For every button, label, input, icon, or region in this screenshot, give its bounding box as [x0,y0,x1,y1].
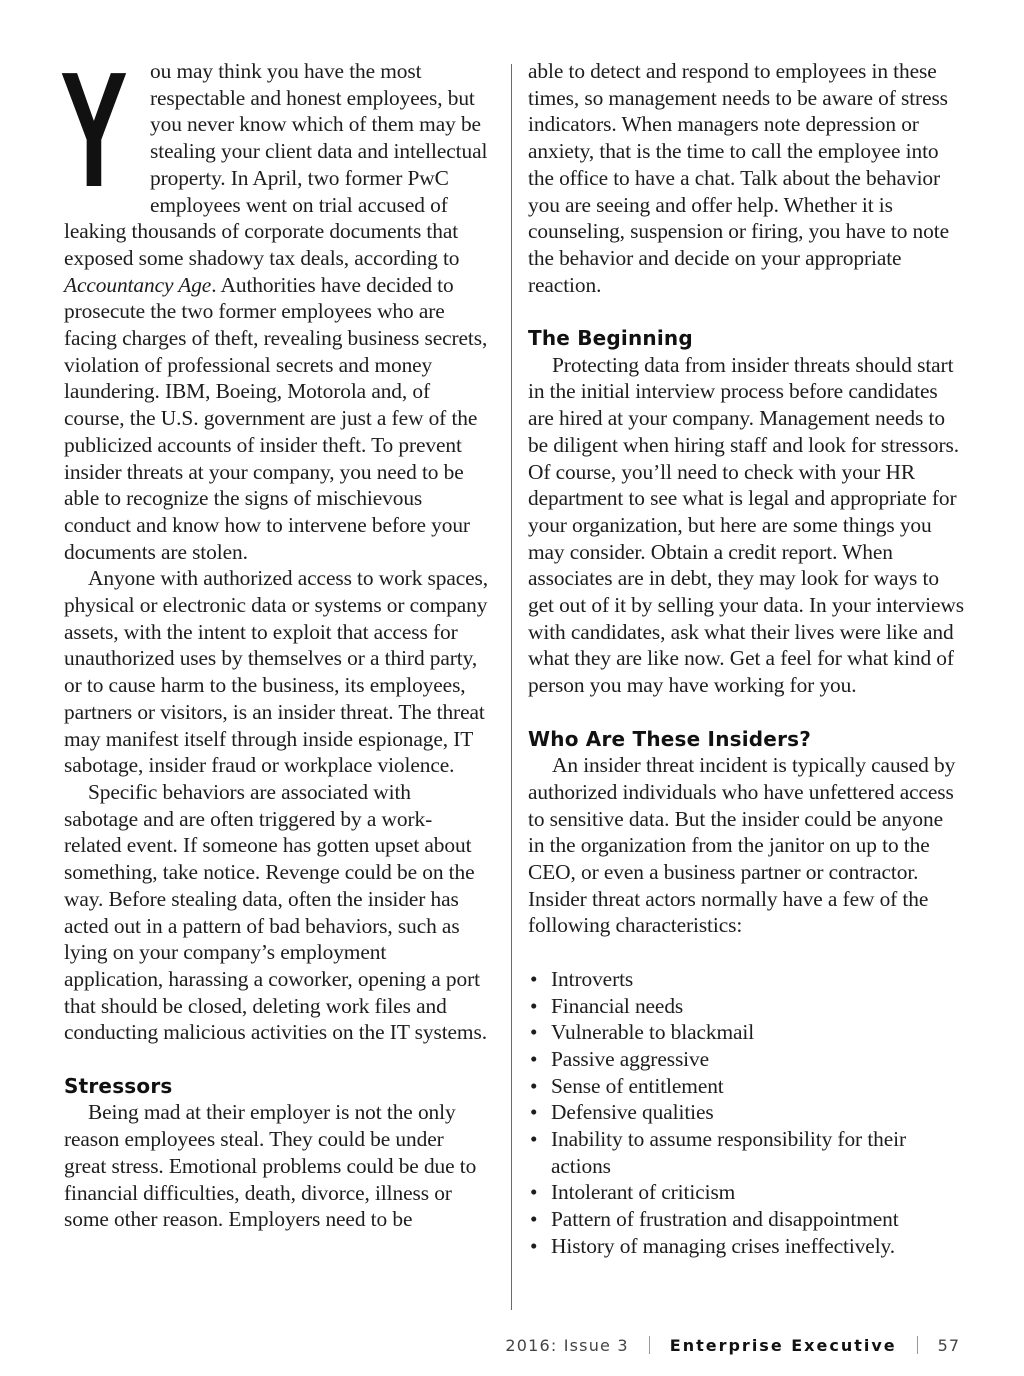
list-item: • Vulnerable to blackmail [528,1019,964,1046]
list-item: • Defensive qualities [528,1099,964,1126]
list-item: • Financial needs [528,993,964,1020]
insider-definition-paragraph: Anyone with authorized access to work spaces, physical or electronic data or systems or company assets, with the intent to exploit that access for unauthorized uses by themselves or a third party, or to cause harm to the business, its employees, partners or visitors, is an insider threat. The threat may manifest itself through inside espionage, IT sabotage, insider fraud or workplace violence. [64,566,489,778]
stressors-paragraph: Being mad at their employer is not the only reason employees steal. They could be under great stress. Emotional problems could be due to financial difficulties, death, divorce, illness or some other reason. Employers need to be [64,1100,477,1232]
list-item: • History of managing crises ineffectively. [528,1233,964,1260]
left-column [60,38,489,1233]
right-column [528,58,964,1260]
issue-label: 2016: Issue 3 [505,1335,629,1355]
section-heading-beginning: The Beginning [528,326,693,351]
intro-text: ou may think you have the most respectable and honest employees, but you never know which of them may be stealing your client data and intellectual property. In April, two former PwC employees went on trial accused of leaking thousands of corporate documents that exposed some shadowy tax deals, according to [64,59,488,270]
section-gap [528,298,964,325]
beginning-paragraph: Protecting data from insider threats should start in the initial interview process before candidates are hired at your company. Management needs to be diligent when hiring staff and look for stressors. Of course, you’ll need to check with your HR department to see what is legal and appropriate for your organization, but here are some things you may consider. Obtain a credit report. When associates are in debt, they may look for ways to get out of it by selling your data. In your interviews with candidates, ask what their lives were like and what they are like now. Get a feel for what kind of person you may have working for you. [528,352,964,698]
list-item: • Intolerant of criticism [528,1179,964,1206]
section-heading-insiders: Who Are These Insiders? [528,726,812,751]
list-item: • Introverts [528,966,964,993]
list-gap [528,939,964,966]
behaviors-paragraph: Specific behaviors are associated with sabotage and are often triggered by a work-related event. If someone has gotten upset about something, take notice. Revenge could be on the way. Before stealing data, often the insider has acted out in a pattern of bad behaviors, such as lying on your company’s employment application, harassing a coworker, opening a port that should be closed, deleting work files and conducting malicious activities on the IT systems. [64,779,487,1045]
footer-divider [649,1336,650,1354]
insiders-paragraph: An insider threat incident is typically caused by authorized individuals who have unfettered access to sensitive data. But the insider could be anyone in the organization from the janitor on up to the CEO, or even a business partner or contractor. Insider threat actors normally have a few of the following characteristics: [528,753,956,938]
stressors-paragraph-continued: able to detect and respond to employees in these times, so management needs to be aware of stress indicators. When managers note depression or anxiety, that is the time to call the employee into the office to have a chat. Talk about the behavior you are seeing and offer help. Whether it is counseling, suspension or firing, you have to note the behavior and decide on your appropriate reaction. [528,59,949,297]
intro-text-end: . Authorities have decided to prosecute the two former employees who are facing charges of theft, revealing business secrets, violation of professional secrets and money laundering. IBM, Boeing, Motorola and, of course, the U.S. government are just a few of the publicized accounts of insider theft. To prevent insider threats at your company, you need to be able to recognize the signs of mischievous conduct and know how to intervene before your documents are stolen. [64,272,488,564]
list-item: • Sense of entitlement [528,1073,964,1100]
page-number: 57 [937,1335,960,1355]
list-item: • Passive aggressive [528,1046,964,1073]
intro-paragraph [60,38,488,565]
footer-divider [917,1336,918,1354]
section-heading-stressors: Stressors [64,1073,173,1098]
section-gap [64,1046,488,1073]
characteristics-list [528,966,964,1260]
magazine-title: Enterprise Executive [669,1335,897,1355]
publication-name: Accountancy Age [64,272,212,297]
drop-cap: Y [60,38,128,221]
list-item: • Inability to assume responsibility for their actions [528,1126,964,1179]
list-item: • Pattern of frustration and disappointment [528,1206,964,1233]
column-divider [511,64,512,1310]
page-footer [505,1334,960,1356]
section-gap [528,699,964,726]
